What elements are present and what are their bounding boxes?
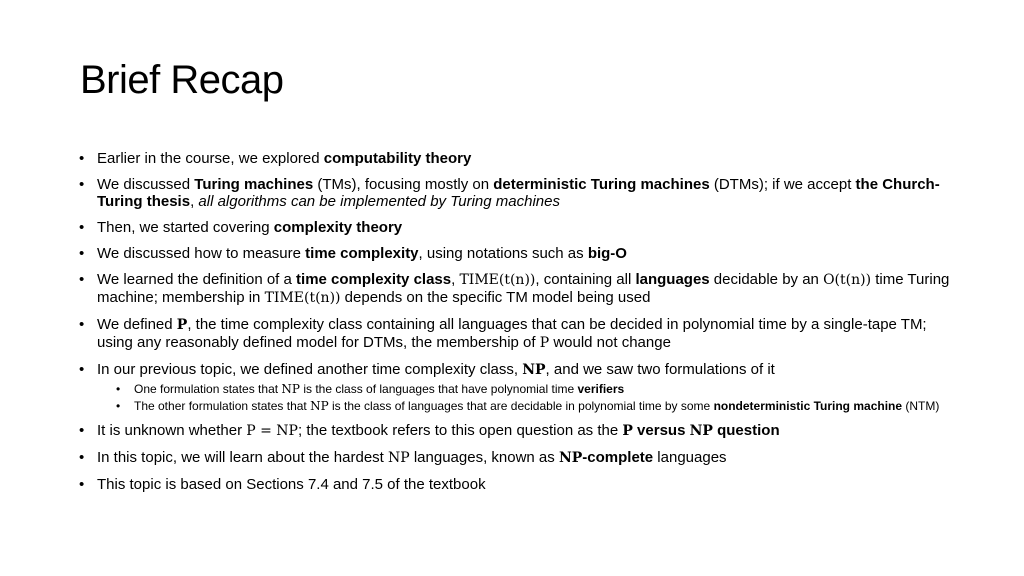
bullet-text: We learned the definition of a	[97, 271, 297, 288]
bullet-text: Then, we started covering	[97, 219, 274, 236]
bullet-text: It is unknown whether	[97, 422, 247, 439]
bullet-text: We discussed how to measure	[97, 245, 306, 262]
math-expression: P	[176, 317, 188, 333]
bullet-class-p	[78, 316, 958, 352]
bullet-text: (DTMs); if we accept	[709, 176, 856, 193]
bullet-text: Earlier in the course, we explored	[97, 150, 324, 167]
bullet-text: ,	[451, 271, 460, 288]
bold-term: verifiers	[577, 382, 625, 396]
bullet-text: We discussed	[97, 176, 195, 193]
math-expression: P	[539, 335, 550, 351]
math-expression: NP	[388, 450, 410, 466]
bullet-text: ; the textbook refers to this open question as the	[297, 422, 623, 439]
bullet-computability	[78, 150, 958, 167]
bullet-turing-machines	[78, 176, 958, 210]
math-expression: P = NP	[246, 423, 298, 439]
bullet-text: is the class of languages that are decidable in polynomial time by some	[328, 399, 714, 413]
bold-term: complexity theory	[273, 219, 403, 236]
bullet-text: languages, known as	[409, 449, 559, 466]
slide-title: Brief Recap	[80, 58, 284, 102]
bullet-text: We defined	[97, 316, 177, 333]
bullet-p-versus-np	[78, 422, 958, 440]
bullet-time-complexity	[78, 245, 958, 262]
bold-term: time complexity class	[296, 271, 452, 288]
bold-term: Turing machines	[194, 176, 314, 193]
bullet-text: This topic is based on Sections 7.4 and 7.5 of the textbook	[97, 476, 486, 493]
bullet-text: depends on the specific TM model being used	[340, 289, 651, 306]
bold-term: deterministic Turing machines	[493, 176, 710, 193]
bold-term: computability theory	[323, 150, 472, 167]
bullet-complexity-class	[78, 271, 958, 307]
math-expression: TIME(t(n))	[264, 290, 341, 306]
bullet-text: is the class of languages that have polynomial time	[300, 382, 578, 396]
bullet-text: In our previous topic, we defined another time complexity class,	[97, 361, 523, 378]
math-expression: O(t(n))	[823, 272, 872, 288]
math-expression: NP	[689, 423, 713, 439]
bullet-complexity-theory	[78, 219, 958, 236]
bullet-textbook-sections	[78, 476, 958, 493]
math-expression: NP	[310, 399, 329, 413]
bullet-text: would not change	[549, 334, 671, 351]
italic-text: all algorithms can be implemented by Turing machines	[198, 193, 560, 210]
bullet-text: decidable by an	[709, 271, 824, 288]
bullet-text: (TMs), focusing mostly on	[313, 176, 494, 193]
bullet-np-complete	[78, 449, 958, 467]
math-expression: TIME(t(n))	[459, 272, 536, 288]
bold-term: versus	[632, 422, 690, 439]
bullet-text: languages	[653, 449, 727, 466]
math-expression: NP	[281, 382, 300, 396]
bold-term: nondeterministic Turing machine	[713, 399, 903, 413]
math-expression: NP	[558, 450, 583, 466]
bold-term: question	[712, 422, 780, 439]
math-expression: P	[622, 423, 633, 439]
bold-term: time complexity	[305, 245, 419, 262]
bullet-text: In this topic, we will learn about the hardest	[97, 449, 388, 466]
bold-term: big-O	[587, 245, 627, 262]
bullet-text: , containing all	[535, 271, 636, 288]
bullet-text: , the time complexity class containing all languages that can be decided in polynomial time by a single-tape TM; using any reasonably defined model for DTMs, the membership of	[97, 316, 927, 351]
bullet-text: One formulation states that	[134, 382, 282, 396]
bold-term: -complete	[582, 449, 654, 466]
sub-bullet-list	[116, 382, 958, 413]
bold-term: languages	[635, 271, 710, 288]
math-expression: NP	[522, 362, 546, 378]
bullet-text: , using notations such as	[418, 245, 588, 262]
bullet-list	[78, 150, 958, 493]
slide-content	[78, 150, 958, 502]
bullet-text: time Turing machine; membership in	[97, 271, 950, 306]
sub-bullet-verifiers	[116, 382, 958, 396]
bullet-text: ,	[190, 193, 199, 210]
bold-term: the Church-Turing thesis	[97, 176, 940, 210]
sub-bullet-ntm	[116, 399, 958, 413]
bullet-class-np	[78, 361, 958, 413]
bullet-text: , and we saw two formulations of it	[545, 361, 775, 378]
bullet-text: The other formulation states that	[134, 399, 311, 413]
bullet-text: (NTM)	[902, 399, 940, 413]
